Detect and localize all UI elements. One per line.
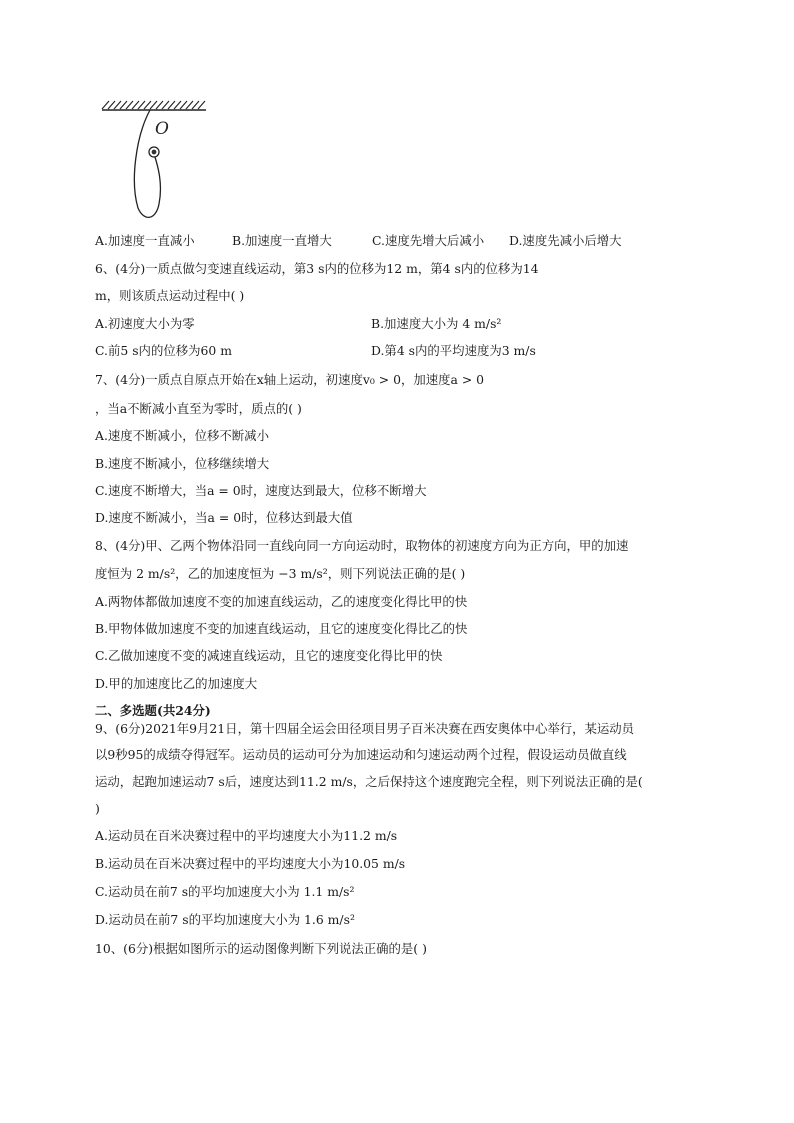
q7-stem-line1: 7、(4分)一质点自原点开始在x轴上运动，初速度v₀ > 0，加速度a > 0: [95, 372, 485, 387]
ceiling-hatch: [102, 101, 205, 109]
q6-stem-line1: 6、(4分)一质点做匀变速直线运动，第3 s内的位移为12 m，第4 s内的位移为14: [95, 261, 539, 276]
q5-option-d[interactable]: D.速度先减小后增大: [509, 233, 622, 248]
q7-option-d[interactable]: D.速度不断减小，当a = 0时，位移达到最大值: [95, 510, 353, 525]
q6-option-b[interactable]: B.加速度大小为 4 m/s²: [371, 316, 502, 331]
q5-option-b[interactable]: B.加速度一直增大: [232, 233, 332, 248]
q7-option-c[interactable]: C.速度不断增大，当a = 0时，速度达到最大，位移不断增大: [95, 483, 427, 498]
q10-stem-line1: 10、(6分)根据如图所示的运动图像判断下列说法正确的是( ): [95, 941, 427, 956]
pendulum-diagram: [96, 96, 212, 224]
q8-option-d[interactable]: D.甲的加速度比乙的加速度大: [95, 676, 258, 691]
q9-option-a[interactable]: A.运动员在百米决赛过程中的平均速度大小为11.2 m/s: [95, 828, 398, 843]
point-o-label: O: [155, 119, 169, 139]
q7-stem-line2: ，当a不断减小直至为零时，质点的( ): [95, 401, 302, 416]
q9-option-b[interactable]: B.运动员在百米决赛过程中的平均速度大小为10.05 m/s: [95, 856, 406, 871]
q9-stem-line1: 9、(6分)2021年9月21日，第十四届全运会田径项目男子百米决赛在西安奥体中心举行，某运动员: [95, 721, 635, 736]
q6-option-a[interactable]: A.初速度大小为零: [95, 316, 195, 331]
pendulum-figure: [96, 96, 212, 224]
q7-option-a[interactable]: A.速度不断减小，位移不断减小: [95, 428, 269, 443]
q9-stem-line4: ): [95, 801, 100, 816]
q9-option-c[interactable]: C.运动员在前7 s的平均加速度大小为 1.1 m/s²: [95, 884, 355, 899]
q8-stem-line2: 度恒为 2 m/s²，乙的加速度恒为 −3 m/s²，则下列说法正确的是( ): [95, 566, 466, 581]
q5-option-a[interactable]: A.加速度一直减小: [95, 233, 195, 248]
q9-stem-line2: 以9秒95的成绩夺得冠军。运动员的运动可分为加速运动和匀速运动两个过程，假设运动员做直线: [95, 747, 627, 762]
q8-option-a[interactable]: A.两物体都做加速度不变的加速直线运动，乙的速度变化得比甲的快: [95, 594, 468, 609]
q9-stem-line3: 运动，起跑加速运动7 s后，速度达到11.2 m/s，之后保持这个速度跑完全程，则下列说法正确的是(: [95, 774, 643, 789]
q8-option-b[interactable]: B.甲物体做加速度不变的加速直线运动，且它的速度变化得比乙的快: [95, 621, 468, 636]
q7-option-b[interactable]: B.速度不断减小，位移继续增大: [95, 456, 270, 471]
q5-option-c[interactable]: C.速度先增大后减小: [372, 233, 485, 248]
section-heading-multiple-choice: 二、多选题(共24分): [95, 703, 211, 718]
q8-stem-line1: 8、(4分)甲、乙两个物体沿同一直线向同一方向运动时，取物体的初速度方向为正方向，甲的加速: [95, 538, 629, 553]
q6-stem-line2: m，则该质点运动过程中( ): [95, 288, 245, 303]
q8-option-c[interactable]: C.乙做加速度不变的减速直线运动，且它的速度变化得比甲的快: [95, 648, 443, 663]
q6-option-c[interactable]: C.前5 s内的位移为60 m: [95, 343, 232, 358]
q9-option-d[interactable]: D.运动员在前7 s的平均加速度大小为 1.6 m/s²: [95, 912, 355, 927]
q6-option-d[interactable]: D.第4 s内的平均速度为3 m/s: [371, 343, 536, 358]
